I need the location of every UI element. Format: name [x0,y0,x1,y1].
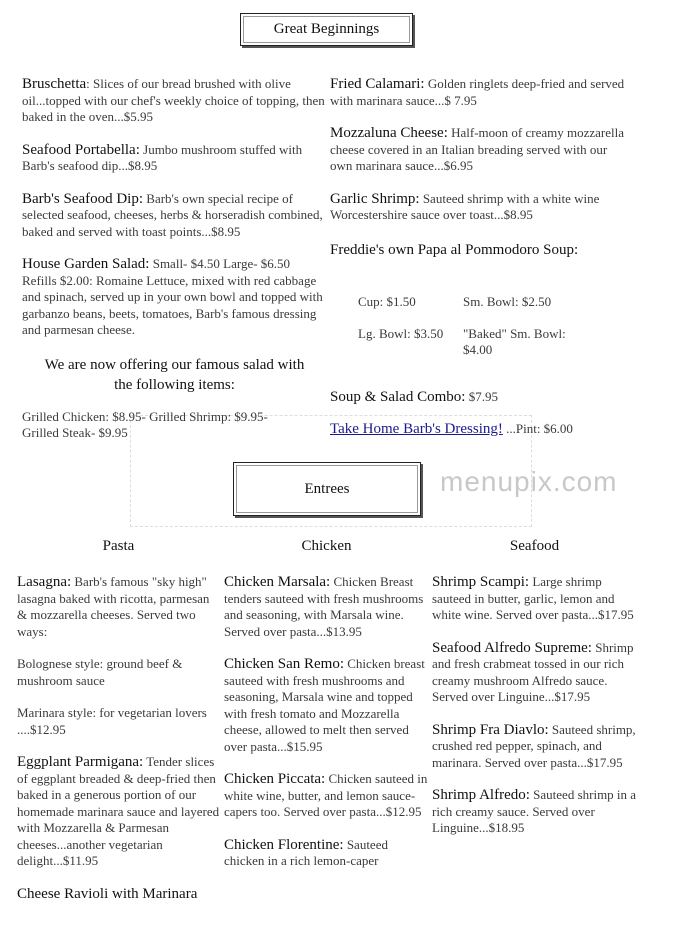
starters-left [22,76,327,442]
item-desc: Chicken breast sauteed with fresh mushrooms and seasoning, Marsala wine and topped with fresh tomato and Mozzarella cheese, allowed to melt then served over pasta...$15.95 [224,656,425,754]
item-name: Chicken Florentine: [224,836,344,853]
salad-offer-items: Grilled Chicken: $8.95- Grilled Shrimp: $9.95- Grilled Steak- $9.95 [22,408,268,440]
menu-item [17,656,222,689]
soup-cup-price: Cup: $1.50 [358,293,416,309]
menu-item [432,787,642,837]
item-name: Shrimp Fra Diavlo: [432,721,549,738]
section-great-beginnings: Great Beginnings [240,13,413,46]
pasta-column [17,574,222,918]
item-desc: Chicken Breast tenders sauteed with fresh mushrooms and seasoning, with Marsala wine. Served over pasta...$13.95 [224,574,424,639]
item-desc: Golden ringlets deep-fried and served with marinara sauce...$ 7.95 [330,76,625,108]
item-desc: Tender slices of eggplant breaded & deep-fried then baked in a generous portion of our homemade marinara sauce and layered with Mozzarella & Parmesan cheeses...another vegetarian delight...$11.95 [17,754,220,868]
menu-item [17,705,222,738]
menu-item [22,142,327,175]
menu-item [17,886,222,903]
item-name: Fried Calamari: [330,76,425,92]
column-heading-pasta: Pasta [102,538,135,554]
item-name: Bruschetta [22,76,87,92]
menu-item [17,574,222,640]
item-name: Shrimp Scampi: [432,574,530,590]
soup-name: Freddie's own Papa al Pommodoro Soup: [330,241,579,258]
column-heading-seafood: Seafood [509,538,560,554]
menu-item [17,754,222,870]
item-name: Seafood Alfredo Supreme: [432,639,592,656]
menu-item [330,191,630,224]
dressing-price: ...Pint: $6.00 [502,421,573,436]
item-desc: Sauteed shrimp with a white wine Worcestershire sauce over toast...$8.95 [330,190,600,222]
seafood-column [432,574,642,853]
soup-baked-price: "Baked" Sm. Bowl: $4.00 [463,325,566,357]
item-desc: Barb's own special recipe of selected seafood, cheeses, herbs & horseradish combined, baked and served with toast points...$8.95 [22,190,323,239]
item-desc: Bolognese style: ground beef & mushroom sauce [17,656,183,688]
salad-offer-heading: We are now offering our famous salad with the following items: [44,356,305,393]
take-home-dressing-link[interactable]: Take Home Barb's Dressing! [330,421,503,437]
item-desc: Sauteed shrimp, crushed red pepper, spinach, and marinara. Served over pasta...$17.95 [432,721,636,770]
menu-item [432,722,642,772]
item-name: Chicken Marsala: [224,574,331,590]
item-name: Shrimp Alfredo: [432,787,530,803]
menu-item [432,574,642,624]
menu-item [22,76,327,126]
item-desc: : Slices of our bread brushed with olive oil...topped with our chef's weekly choice of topping, then baked in the oven...$5.95 [22,76,325,124]
item-desc: Sauteed shrimp in a rich creamy sauce. Served over Linguine...$18.95 [432,787,637,835]
menu-item [22,256,327,339]
item-name: Garlic Shrimp: [330,190,420,207]
item-name: Mozzaluna Cheese: [330,125,448,141]
soup-price-grid [358,294,630,358]
column-heading-chicken: Chicken [301,538,352,554]
chicken-column [224,574,430,886]
menu-item [330,76,630,109]
menu-item [224,771,430,821]
item-desc: Large shrimp sauteed in butter, garlic, lemon and white wine. Served over pasta...$17.95 [432,574,634,622]
item-name: Barb's Seafood Dip: [22,190,144,207]
item-desc: Marinara style: for vegetarian lovers ....$12.95 [17,705,207,737]
combo-price: $7.95 [465,388,498,404]
item-desc: Half-moon of creamy mozzarella cheese covered in an Italian breading served with our own marinara sauce...$6.95 [330,125,625,173]
item-desc: Chicken sauteed in white wine, butter, and lemon sauce-capers too. Served over pasta...$12.95 [224,771,428,819]
watermark-logo: menupix.com [440,466,618,497]
combo-name: Soup & Salad Combo: [330,388,466,405]
menu-item [22,191,327,241]
section-entrees: Entrees [233,462,421,516]
menu-item [330,125,630,175]
soup-salad-combo [330,389,630,406]
soup-lg-bowl-price: Lg. Bowl: $3.50 [358,325,444,341]
item-desc: Barb's famous "sky high" lasagna baked with ricotta, parmesan & mozzarella cheeses. Served two ways: [17,574,210,639]
item-desc: Jumbo mushroom stuffed with Barb's seafood dip...$8.95 [22,141,303,173]
starters-right [330,76,630,438]
soup-sm-bowl-price: Sm. Bowl: $2.50 [463,293,552,309]
item-name: Chicken San Remo: [224,656,344,672]
item-desc: Small- $4.50 Large- $6.50 Refills $2.00: Romaine Lettuce, mixed with red cabbage and spinach, served up in your own bowl and topped with garbanzo beans, beets, tomatoes, Barb's famous dressing and parmesan cheese. [22,256,323,337]
menu-item [224,837,430,870]
item-desc: Sauteed chicken in a rich lemon-caper [224,836,388,868]
item-desc: Shrimp and fresh crabmeat tossed in our rich creamy mushroom Alfredo sauce. Served over Linguine...$17.95 [432,639,634,704]
item-name: Seafood Portabella: [22,141,140,158]
item-name: Chicken Piccata: [224,771,326,787]
dressing-offer [330,421,630,438]
item-name: House Garden Salad: [22,256,150,272]
item-name: Eggplant Parmigana: [17,754,144,770]
menu-item [224,574,430,640]
item-name: Cheese Ravioli with Marinara [17,885,198,902]
item-name: Lasagna: [17,574,72,590]
menu-item [224,656,430,755]
menu-item [432,640,642,706]
